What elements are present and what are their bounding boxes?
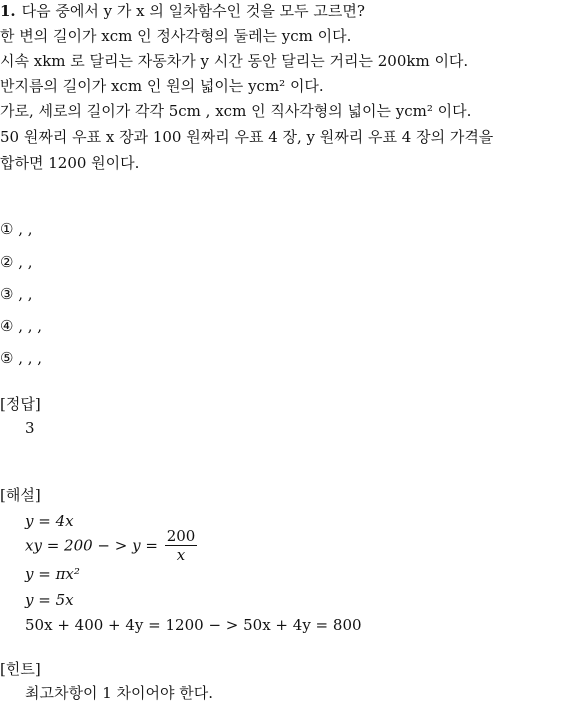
question-item-3: 반지름의 길이가 xcm 인 원의 넓이는 ycm² 이다. [0, 77, 324, 95]
explanation-eq-5: 50x + 400 + 4y = 1200 − > 50x + 4y = 800 [25, 616, 362, 634]
question-item-4: 가로, 세로의 길이가 각각 5cm , xcm 인 직사각형의 넓이는 ycm² 이다. [0, 102, 472, 120]
fraction-numerator: 200 [166, 527, 196, 545]
fraction-denominator: x [176, 546, 186, 564]
question-number: 1. [0, 2, 16, 20]
explanation-eq-2 [25, 527, 199, 564]
hint-label: [힌트] [0, 660, 41, 678]
question-item-2: 시속 xkm 로 달리는 자동차가 y 시간 동안 달리는 거리는 200km 이다. [0, 52, 469, 70]
choice-1[interactable]: ① , , [0, 220, 33, 238]
choice-5[interactable]: ⑤ , , , [0, 349, 43, 367]
explanation-eq-3: y = πx² [25, 565, 80, 583]
question-prompt: 다음 중에서 y 가 x 의 일차함수인 것을 모두 고르면? [21, 2, 365, 20]
answer-value: 3 [25, 419, 35, 437]
explanation-eq-4: y = 5x [25, 591, 74, 609]
question-line-1 [0, 2, 365, 20]
choice-3[interactable]: ③ , , [0, 285, 33, 303]
explanation-eq-1: y = 4x [25, 512, 74, 530]
hint-text: 최고차항이 1 차이어야 한다. [25, 684, 214, 702]
explanation-eq-2-fraction [165, 527, 198, 564]
question-item-5-cont: 합하면 1200 원이다. [0, 154, 140, 172]
question-item-5: 50 원짜리 우표 x 장과 100 원짜리 우표 4 장, y 원짜리 우표 4 장의 가격을 [0, 128, 494, 146]
choice-2[interactable]: ② , , [0, 253, 33, 271]
choice-4[interactable]: ④ , , , [0, 317, 43, 335]
explanation-eq-2-left: xy = 200 − > y = [25, 536, 158, 555]
answer-label: [정답] [0, 395, 41, 413]
explanation-label: [해설] [0, 486, 41, 504]
question-item-1: 한 변의 길이가 xcm 인 정사각형의 둘레는 ycm 이다. [0, 27, 352, 45]
